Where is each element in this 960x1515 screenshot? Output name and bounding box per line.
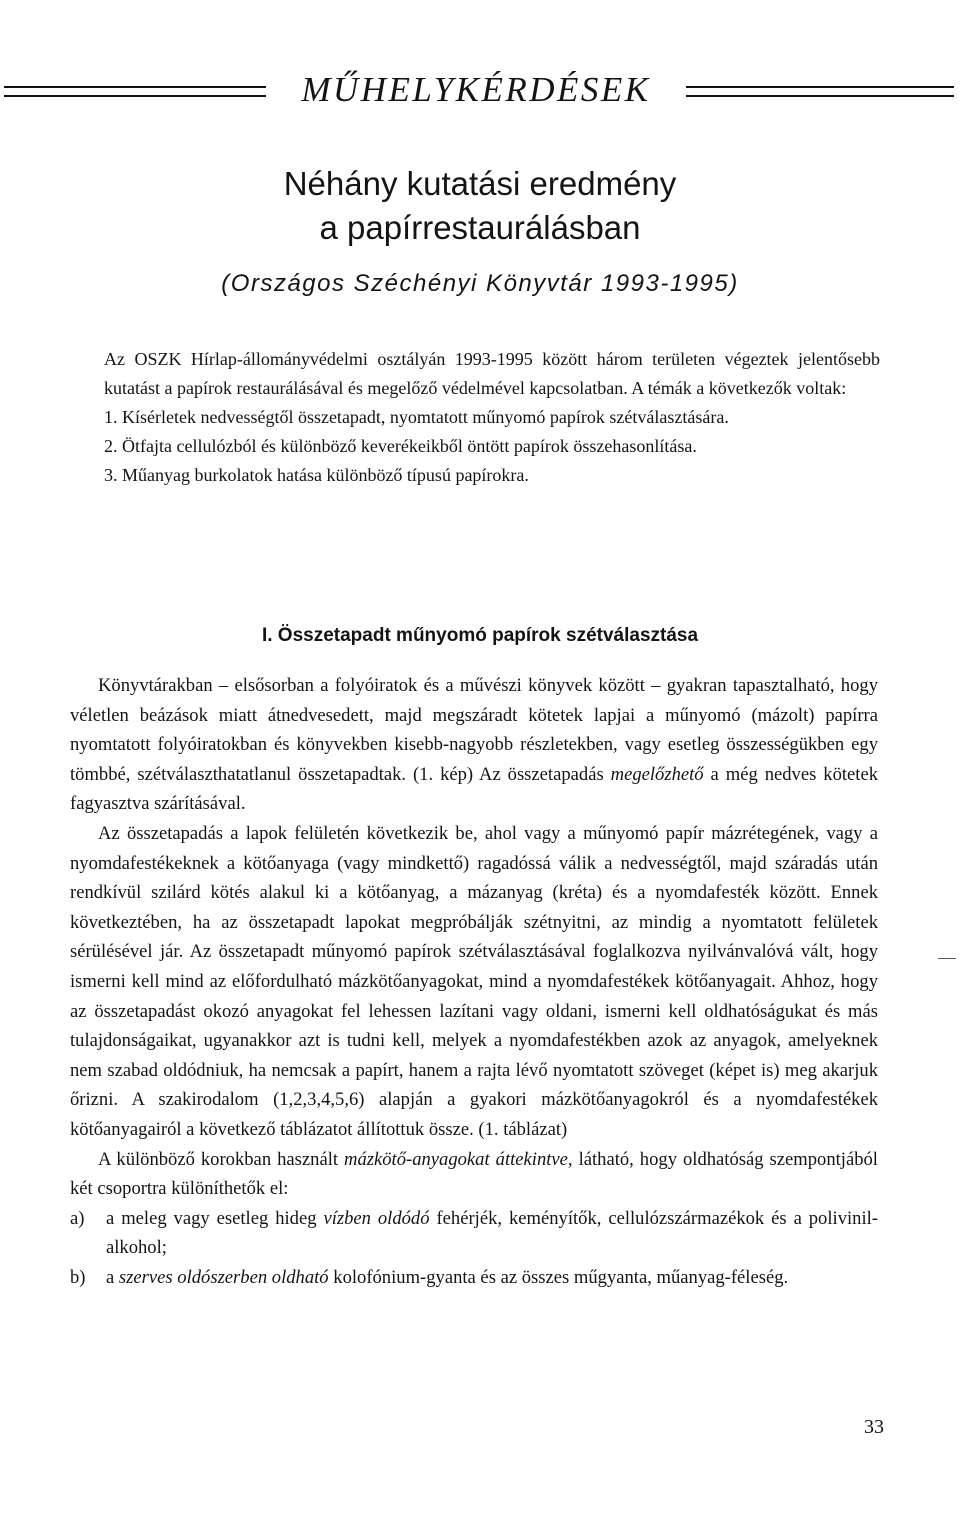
body-text-run: a még nedves kötetek fagyasztva szárításával.	[70, 763, 878, 815]
body-text-run: A különböző korokban használt	[98, 1148, 339, 1170]
article-title-line2: a papírrestaurálásban	[319, 209, 641, 246]
section-body	[70, 671, 878, 1292]
list-marker: b)	[70, 1266, 86, 1288]
list-text-run: fehérjék, keményítők, cellulózszármazékok és a polivinil-alkohol;	[106, 1207, 878, 1259]
body-text-run: Könyvtárakban – elsősorban a folyóiratok és a művészi könyvek között – gyakran tapasztalható, hogy véletlen beázások miatt átnedvesedett, majd megszáradt kötetek lapjai a műnyomó (mázolt) papírra nyomtatott folyóiratokban és könyvekben kisebb-nagyobb részletekben, vagy esetleg összességükben egy tömbbé, szétválaszthatatlanul összetapadtak. (1. kép) Az összetapadás	[70, 675, 878, 785]
margin-scan-mark	[938, 958, 956, 959]
topic-item-number: 2.	[104, 436, 118, 456]
topic-item-text: Kísérletek nedvességtől összetapadt, nyomtatott műnyomó papírok szétválasztására.	[122, 407, 729, 427]
body-emphasis: mázkötő-anyagokat áttekintve,	[344, 1148, 573, 1170]
topic-item-2	[104, 432, 880, 461]
list-emphasis: vízben oldódó	[323, 1207, 430, 1229]
header-rule-left	[4, 86, 266, 97]
article-subtitle: (Országos Széchényi Könyvtár 1993-1995)	[221, 270, 739, 297]
header-rule-right	[686, 86, 954, 97]
section-label: MŰHELYKÉRDÉSEK	[301, 70, 651, 109]
topic-item-text: Műanyag burkolatok hatása különböző típusú papírokra.	[122, 465, 529, 485]
list-item-b	[70, 1263, 878, 1293]
body-text-run: látható, hogy oldhatóság szempontjából két csoportra különíthetők el:	[70, 1148, 878, 1200]
topic-item-number: 1.	[104, 407, 118, 427]
list-text-run: kolofónium-gyanta és az összes műgyanta, műanyag-féleség.	[333, 1266, 789, 1288]
list-text-run: a meleg vagy esetleg hideg	[106, 1207, 317, 1229]
list-emphasis: szerves oldószerben oldható	[118, 1266, 329, 1288]
topic-item-text: Ötfajta cellulózból és különböző keverékeikből öntött papírok összehasonlítása.	[122, 436, 697, 456]
body-paragraph-2: Az összetapadás a lapok felületén következik be, ahol vagy a műnyomó papír mázrétegének, vagy a nyomdafestékeknek a kötőanyaga (vagy mindkettő) ragadóssá válik a nedvességtől, majd száradás után rendkívül szilárd kötés alakul ki a kötőanyag, a mázanyag (kréta) és a nyomdafesték között. Ennek következtében, ha az összetapadt lapokat megpróbálják szétnyitni, az mindig a nyomtatott felületek sérülésével jár. Az összetapadt műnyomó papírok szétválasztásával foglalkozva nyilvánvalóvá vált, hogy ismerni kell mind az előfordulható mázkötőanyagokat, mind a nyomdafestékek kötőanyagait. Ahhoz, hogy az összetapadást okozó anyagokat fel lehessen lazítani vagy oldani, ismerni kell oldhatóságukat és más tulajdonságaikat, ugyanakkor azt is tudni kell, melyek a nyomdafestékben azok az anyagok, amelyeknek nem szabad oldódniuk, ha nemcsak a papírt, hanem a rajta lévő nyomtatott szöveget (képet is) meg akarjuk őrizni. A szakirodalom (1,2,3,4,5,6) alapján a gyakori mázkötőanyagokról és a nyomdafestékek kötőanyagairól a következő táblázatot állítottuk össze. (1. táblázat)	[70, 822, 878, 1140]
body-paragraph-1	[70, 671, 878, 819]
body-paragraph-3	[70, 1145, 878, 1204]
list-marker: a)	[70, 1207, 85, 1229]
page-number: 33	[864, 1416, 884, 1438]
topic-item-3	[104, 461, 880, 490]
article-title	[190, 162, 770, 250]
section-header	[0, 68, 960, 112]
intro-block	[104, 345, 880, 490]
list-text-run: a	[106, 1266, 115, 1288]
intro-paragraph: Az OSZK Hírlap-állományvédelmi osztályán 1993-1995 között három területen végeztek jelentősebb kutatást a papírok restaurálásával és megelőző védelmével kapcsolatban. A témák a következők voltak:	[104, 349, 880, 398]
topic-item-number: 3.	[104, 465, 118, 485]
article-title-line1: Néhány kutatási eredmény	[283, 165, 677, 202]
section-heading: I. Összetapadt műnyomó papírok szétválasztása	[261, 625, 699, 646]
list-item-a	[70, 1204, 878, 1263]
body-emphasis: megelőzhető	[610, 763, 704, 785]
topic-item-1	[104, 403, 880, 432]
